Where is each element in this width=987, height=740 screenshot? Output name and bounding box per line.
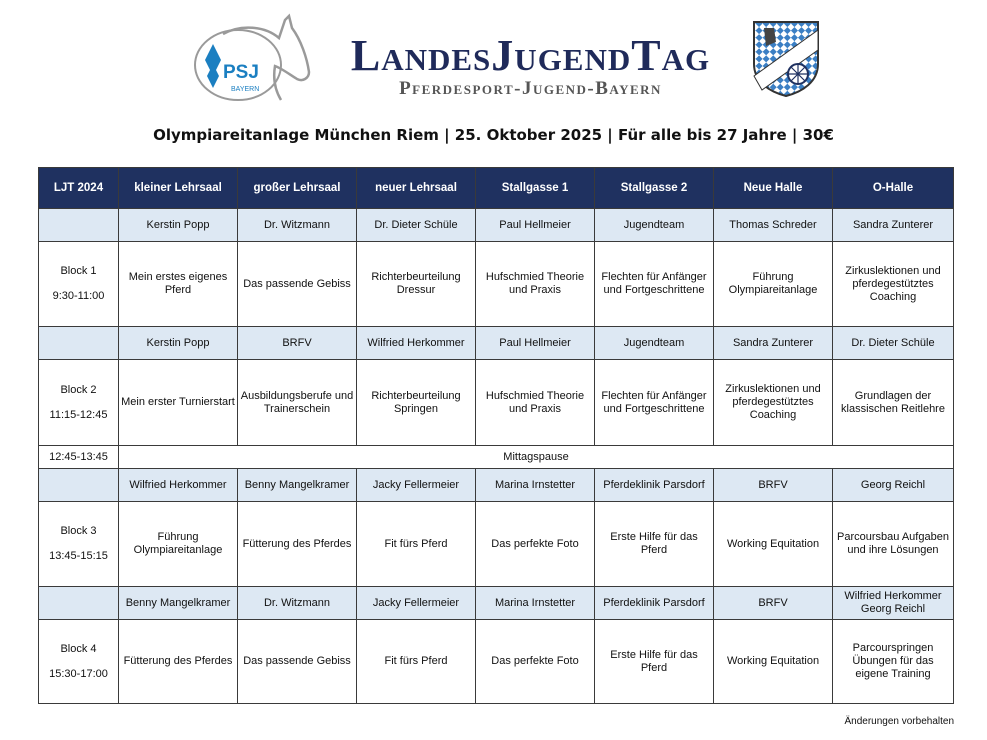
topic-cell: Flechten für Anfänger und Fortgeschrittene: [595, 360, 714, 446]
topic-cell: Mein erster Turnierstart: [119, 360, 238, 446]
speaker-row: [39, 209, 954, 242]
psj-bayern-logo: [193, 12, 311, 104]
topic-cell: Das passende Gebiss: [238, 620, 357, 704]
block-label-cell: [39, 620, 119, 704]
block-time: 11:15-12:45: [49, 408, 108, 421]
topic-cell: Führung Olympiareitanlage: [714, 242, 833, 327]
empty-cell: [39, 209, 119, 242]
topic-cell: Das perfekte Foto: [476, 502, 595, 587]
block-label: Block 4: [60, 642, 97, 655]
lunch-time: 12:45-13:45: [39, 446, 119, 469]
speaker-row: [39, 327, 954, 360]
speaker-cell: Pferdeklinik Parsdorf: [595, 469, 714, 502]
topic-cell: Fütterung des Pferdes: [238, 502, 357, 587]
column-header: LJT 2024: [39, 168, 119, 209]
block-label: Block 2: [60, 383, 97, 396]
topic-cell: Führung Olympiareitanlage: [119, 502, 238, 587]
topic-cell: Flechten für Anfänger und Fortgeschrittene: [595, 242, 714, 327]
block-time: 13:45-15:15: [49, 550, 108, 562]
block-label-cell: [39, 360, 119, 446]
speaker-cell: Jacky Fellermeier: [357, 469, 476, 502]
empty-cell: [39, 587, 119, 620]
page-title: LandesJugendTag: [350, 31, 711, 80]
speaker-cell: Jugendteam: [595, 327, 714, 360]
speaker-cell: Wilfried Herkommer Georg Reichl: [833, 587, 954, 620]
speaker-cell: Marina Irnstetter: [476, 469, 595, 502]
footer-note: Änderungen vorbehalten: [844, 716, 954, 727]
topic-cell: Parcourspringen Übungen für das eigene Training: [833, 620, 954, 704]
topic-cell: Das perfekte Foto: [476, 620, 595, 704]
topic-cell: Richterbeurteilung Dressur: [357, 242, 476, 327]
block-label: Block 1: [60, 265, 97, 277]
lunch-row: [39, 446, 954, 469]
speaker-cell: Georg Reichl: [833, 469, 954, 502]
topic-cell: Grundlagen der klassischen Reitlehre: [833, 360, 954, 446]
topic-cell: Erste Hilfe für das Pferd: [595, 502, 714, 587]
speaker-cell: Wilfried Herkommer: [119, 469, 238, 502]
topic-cell: Zirkuslektionen und pferdegestütztes Coaching: [714, 360, 833, 446]
block-label-cell: [39, 502, 119, 587]
topic-cell: Richterbeurteilung Springen: [357, 360, 476, 446]
topic-row: [39, 242, 954, 327]
event-info-line: Olympiareitanlage München Riem | 25. Oktober 2025 | Für alle bis 27 Jahre | 30€: [153, 126, 834, 144]
topic-cell: Erste Hilfe für das Pferd: [595, 620, 714, 704]
speaker-cell: Marina Irnstetter: [476, 587, 595, 620]
speaker-row: [39, 469, 954, 502]
block-time: 9:30-11:00: [52, 290, 105, 302]
topic-cell: Working Equitation: [714, 620, 833, 704]
column-header: Stallgasse 1: [476, 168, 595, 209]
column-header: Neue Halle: [714, 168, 833, 209]
schedule-table: [38, 167, 954, 704]
topic-cell: Ausbildungsberufe und Trainerschein: [238, 360, 357, 446]
speaker-cell: Sandra Zunterer: [833, 209, 954, 242]
speaker-cell: Dr. Witzmann: [238, 209, 357, 242]
block-time: 15:30-17:00: [49, 667, 108, 680]
column-header: Stallgasse 2: [595, 168, 714, 209]
speaker-cell: Wilfried Herkommer: [357, 327, 476, 360]
speaker-cell: Dr. Dieter Schüle: [357, 209, 476, 242]
topic-cell: Fit fürs Pferd: [357, 620, 476, 704]
column-header: O-Halle: [833, 168, 954, 209]
svg-text:BAYERN: BAYERN: [231, 86, 260, 93]
speaker-cell: Kerstin Popp: [119, 209, 238, 242]
topic-cell: Working Equitation: [714, 502, 833, 587]
topic-cell: Fütterung des Pferdes: [119, 620, 238, 704]
speaker-cell: Dr. Witzmann: [238, 587, 357, 620]
topic-row: [39, 620, 954, 704]
topic-row: [39, 502, 954, 587]
horse-head-icon: [193, 12, 311, 104]
topic-cell: Fit fürs Pferd: [357, 502, 476, 587]
speaker-cell: BRFV: [714, 587, 833, 620]
column-header: neuer Lehrsaal: [357, 168, 476, 209]
topic-cell: Zirkuslektionen und pferdegestütztes Coaching: [833, 242, 954, 327]
speaker-cell: BRFV: [238, 327, 357, 360]
lunch-label: Mittagspause: [119, 446, 954, 469]
topic-cell: Hufschmied Theorie und Praxis: [476, 360, 595, 446]
title-block: [318, 31, 743, 100]
speaker-cell: Dr. Dieter Schüle: [833, 327, 954, 360]
coat-of-arms-icon: [752, 20, 820, 98]
page-subtitle: Pferdesport-Jugend-Bayern: [399, 78, 662, 99]
speaker-cell: Benny Mangelkramer: [238, 469, 357, 502]
speaker-cell: Thomas Schreder: [714, 209, 833, 242]
topic-cell: Das passende Gebiss: [238, 242, 357, 327]
topic-cell: Hufschmied Theorie und Praxis: [476, 242, 595, 327]
column-header: kleiner Lehrsaal: [119, 168, 238, 209]
speaker-cell: Jugendteam: [595, 209, 714, 242]
table-header-row: [39, 168, 954, 209]
topic-cell: Parcoursbau Aufgaben und ihre Lösungen: [833, 502, 954, 587]
speaker-cell: BRFV: [714, 469, 833, 502]
block-label-cell: [39, 242, 119, 327]
empty-cell: [39, 469, 119, 502]
topic-row: [39, 360, 954, 446]
svg-text:PSJ: PSJ: [223, 62, 259, 83]
speaker-cell: Kerstin Popp: [119, 327, 238, 360]
speaker-cell: Pferdeklinik Parsdorf: [595, 587, 714, 620]
topic-cell: Mein erstes eigenes Pferd: [119, 242, 238, 327]
speaker-row: [39, 587, 954, 620]
speaker-cell: Paul Hellmeier: [476, 327, 595, 360]
speaker-cell: Sandra Zunterer: [714, 327, 833, 360]
speaker-cell: Benny Mangelkramer: [119, 587, 238, 620]
speaker-cell: Jacky Fellermeier: [357, 587, 476, 620]
block-label: Block 3: [60, 525, 97, 537]
speaker-cell: Paul Hellmeier: [476, 209, 595, 242]
column-header: großer Lehrsaal: [238, 168, 357, 209]
empty-cell: [39, 327, 119, 360]
